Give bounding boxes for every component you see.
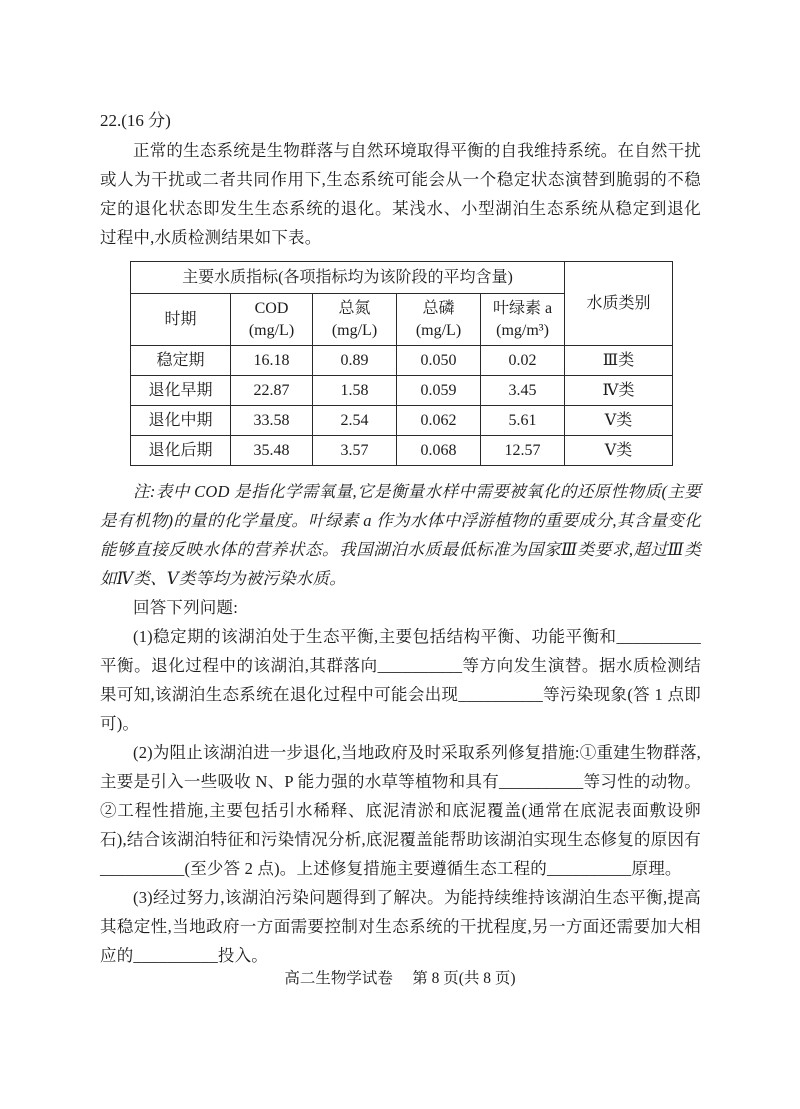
table-row: [131, 376, 673, 406]
note-paragraph: 注:表中 COD 是指化学需氧量,它是衡量水样中需要被氧化的还原性物质(主要是有机物)的量的化学量度。叶绿素 a 作为水体中浮游植物的重要成分,其含量变化能够直接反映水体的营养状态。我国湖泊水质最低标准为国家Ⅲ类要求,超过Ⅲ类如Ⅳ类、Ⅴ类等均为被污染水质。: [100, 482, 701, 588]
cell-period: 退化早期: [131, 376, 231, 406]
water-quality-table: [130, 261, 673, 466]
cell-total-phosphorus: 0.062: [397, 406, 481, 436]
cell-total-nitrogen: 2.54: [313, 406, 397, 436]
cell-total-phosphorus: 0.068: [397, 436, 481, 466]
cell-chlorophyll-a: 0.02: [481, 346, 565, 376]
cell-cod: 35.48: [231, 436, 313, 466]
table-row: [131, 346, 673, 376]
col-unit: (mg/m³): [496, 321, 549, 339]
cell-chlorophyll-a: 3.45: [481, 376, 565, 406]
question-block: [100, 106, 701, 970]
cell-chlorophyll-a: 12.57: [481, 436, 565, 466]
cell-cod: 16.18: [231, 346, 313, 376]
col-unit: (mg/L): [331, 321, 378, 339]
cell-water-class: Ⅳ类: [565, 376, 673, 406]
col-header-cod: [231, 294, 313, 346]
cell-total-nitrogen: 0.89: [313, 346, 397, 376]
cell-water-class: Ⅲ类: [565, 346, 673, 376]
page-footer: 高二生物学试卷 第 8 页(共 8 页): [284, 970, 516, 987]
table-span-header: 主要水质指标(各项指标均为该阶段的平均含量): [131, 262, 565, 294]
cell-cod: 22.87: [231, 376, 313, 406]
col-name: COD: [254, 299, 289, 317]
sub-question-3: (3)经过努力,该湖泊污染问题得到了解决。为能持续维持该湖泊生态平衡,提高其稳定性,当地政府一方面需要控制对生态系统的干扰程度,另一方面还需要加大相应的__________投入。: [100, 888, 701, 965]
sub-question-2: (2)为阻止该湖泊进一步退化,当地政府及时采取系列修复措施:①重建生物群落,主要是引入一些吸收 N、P 能力强的水草等植物和具有__________等习性的动物。②工程性措施,主要包括引水稀释、底泥清淤和底泥覆盖(通常在底泥表面敷设卵石),结合该湖泊特征和污染情况分析,底泥覆盖能帮助该湖泊实现生态修复的原因有__________(至少答 2 点)。上述修复措施主要遵循生态工程的__________原理。: [100, 743, 701, 878]
table-span-header-row: [131, 262, 673, 294]
col-name: 叶绿素 a: [492, 299, 553, 317]
cell-total-nitrogen: 1.58: [313, 376, 397, 406]
col-header-chlorophyll-a: [481, 294, 565, 346]
col-name: 总磷: [422, 299, 455, 317]
col-header-total-nitrogen: [313, 294, 397, 346]
col-unit: (mg/L): [415, 321, 462, 339]
cell-period: 退化后期: [131, 436, 231, 466]
table-class-header: 水质类别: [565, 262, 673, 346]
cell-total-phosphorus: 0.050: [397, 346, 481, 376]
table-row: [131, 406, 673, 436]
cell-period: 退化中期: [131, 406, 231, 436]
col-name: 总氮: [338, 299, 371, 317]
cell-water-class: Ⅴ类: [565, 436, 673, 466]
cell-total-phosphorus: 0.059: [397, 376, 481, 406]
answer-prompt: 回答下列问题:: [133, 598, 238, 617]
col-header-total-phosphorus: [397, 294, 481, 346]
cell-water-class: Ⅴ类: [565, 406, 673, 436]
cell-total-nitrogen: 3.57: [313, 436, 397, 466]
question-number: 22.(16 分): [100, 111, 171, 130]
col-unit: (mg/L): [248, 321, 295, 339]
cell-cod: 33.58: [231, 406, 313, 436]
cell-chlorophyll-a: 5.61: [481, 406, 565, 436]
col-header-period: 时期: [131, 294, 231, 346]
sub-question-1: (1)稳定期的该湖泊处于生态平衡,主要包括结构平衡、功能平衡和__________平衡。退化过程中的该湖泊,其群落向__________等方向发生演替。据水质检测结果可知,该湖泊生态系统在退化过程中可能会出现__________等污染现象(答 1 点即可)。: [100, 627, 701, 733]
cell-period: 稳定期: [131, 346, 231, 376]
intro-paragraph: 正常的生态系统是生物群落与自然环境取得平衡的自我维持系统。在自然干扰或人为干扰或二者共同作用下,生态系统可能会从一个稳定状态演替到脆弱的不稳定的退化状态即发生生态系统的退化。某浅水、小型湖泊生态系统从稳定到退化过程中,水质检测结果如下表。: [100, 141, 701, 247]
table-row: [131, 436, 673, 466]
